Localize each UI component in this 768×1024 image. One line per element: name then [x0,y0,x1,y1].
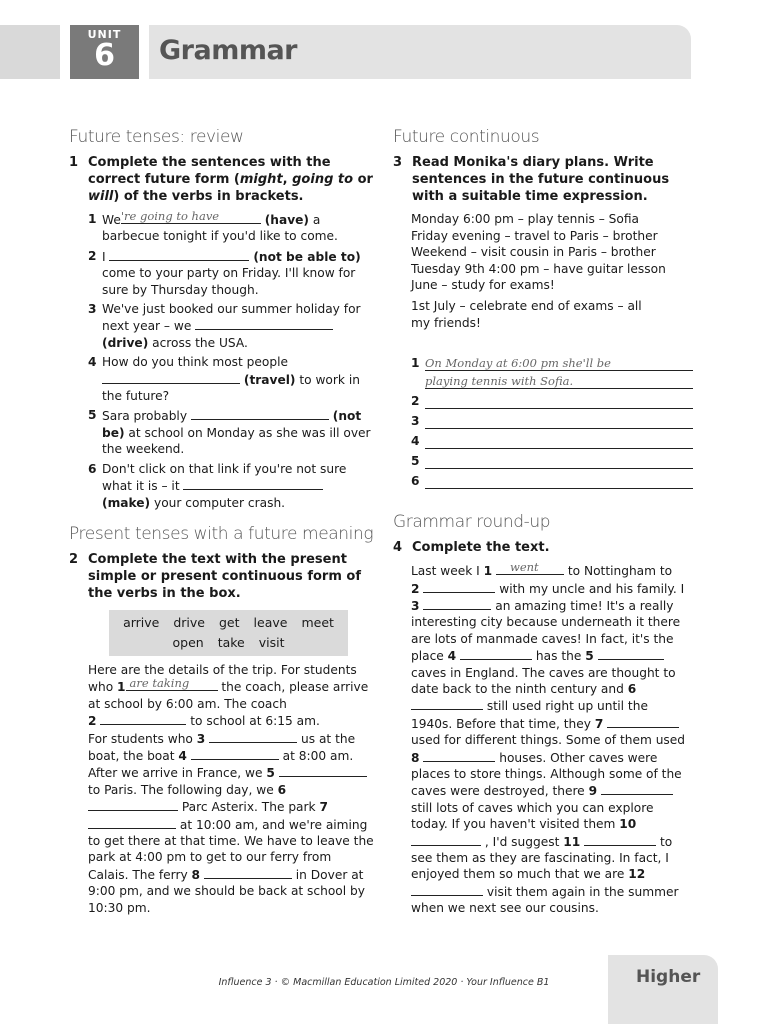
answer-blank[interactable] [120,208,261,224]
handwritten-answer: 're going to have [120,208,220,223]
answer-blank[interactable] [411,697,483,710]
answer-blank[interactable] [598,647,664,660]
section-title-present-tenses: Present tenses with a future meaning [69,523,374,544]
list-item: 1 We 're going to have (have) a barbecue tonight if you'd like to come. [88,208,338,244]
section-title-future-continuous: Future continuous [393,127,540,147]
answer-blank[interactable] [411,833,481,846]
unit-badge [70,25,139,79]
answer-blank[interactable] [496,559,564,575]
handwritten-answer: went [510,559,539,574]
header-bar [149,25,691,79]
exercise-3-instruction: 3 Read Monika's diary plans. Write sentences in the future continuous with a suitable time expression. [393,155,670,204]
word-box: arrive drive get leave meet open take visit [109,610,348,656]
answer-line-5[interactable]: 5 [411,449,693,469]
list-item: 5 Sara probably (not be) at school on Monday as she was ill over the weekend. [88,408,371,457]
answer-line-3[interactable]: 3 [411,409,693,429]
header-tab-left [0,25,60,79]
section-title-grammar-round-up: Grammar round-up [393,512,551,533]
answer-line-1b[interactable] [411,371,693,389]
answer-blank[interactable] [411,883,483,896]
unit-label: UNIT [87,28,122,41]
level-label: Higher [636,967,701,987]
answer-blank[interactable] [279,764,367,777]
answer-blank[interactable] [100,712,186,725]
left-column [69,126,375,916]
answer-blank[interactable] [423,749,495,762]
exercise-2-instruction: 2 Complete the text with the present simple or present continuous form of the verbs in the box. [69,551,361,601]
exercise-1-instruction: 1 Complete the sentences with the correct future form (might, going to or will) of the verbs in brackets. [69,155,373,204]
diary-plans: Monday 6:00 pm – play tennis – Sofia Friday evening – travel to Paris – brother Weekend – visit cousin in Paris – brother Tuesday 9th 4:00 pm – have guitar lesson June – study for exams! 1st July – celebrate end of exams – all my friends! [411,212,666,330]
exercise-1-items [88,208,375,511]
level-tab [608,955,718,1024]
answer-blank[interactable] [126,675,218,691]
answer-line-1[interactable]: 1 On Monday at 6:00 pm she'll be [411,351,693,371]
answer-line-2[interactable]: 2 [411,389,693,409]
answer-blank[interactable] [607,715,679,728]
list-item: 3 We've just booked our summer holiday for next year – we (drive) across the USA. [88,302,361,350]
list-item: 4 How do you think most people (travel) to work in the future? [88,355,360,404]
answer-blank[interactable] [204,866,292,879]
list-item: 6 Don't click on that link if you're not sure what it is – it (make) your computer crash. [88,461,347,510]
answer-line-4[interactable]: 4 [411,429,693,449]
exercise-2-text: Here are the details of the trip. For students who 1 are taking the coach, please arrive at school by 6:00 am. The coach 2 to school at 6:15 am. For students who 3 us at the boat, the boat 4 at 8:00 am. After we arrive in France, we 5 to Paris. The following day, we 6 Parc Asterix. The park 7 at 10:00 am, and we're aiming to get there at that time. We have to leave the park at 4:00 pm to get to our ferry from Calais. The ferry 8 in Dover at 9:00 pm, and we should be back at school by 10:30 pm. [88,662,374,915]
answer-blank[interactable] [209,730,297,743]
page-title: Grammar [159,35,297,66]
unit-number: 6 [94,38,115,73]
answer-line-6[interactable]: 6 [411,469,693,489]
answer-blank[interactable] [423,597,491,610]
right-column [393,126,693,917]
section-title-future-tenses: Future tenses: review [69,127,244,147]
answer-blank[interactable] [88,816,176,829]
answer-blank[interactable] [460,647,532,660]
answer-blank[interactable] [423,580,495,593]
answer-blank[interactable] [191,747,279,760]
list-item: 2 I (not be able to) come to your party on Friday. I'll know for sure by Thursday though. [88,248,361,297]
exercise-4-text: Last week I 1 went to Nottingham to 2 with my uncle and his family. I 3 an amazing time! It's a really interesting city because underneath it there are lots of manmade caves! In fact, it's the place 4 has the 5 caves in England. The caves are thought to date back to the ninth century and 6 still used right up until the 1940s. Before that time, they 7 used for different things. Some of them used 8 houses. Other caves were places to store things. Although some of the caves were destroyed, there 9 still lots of caves which you can explore today. If you haven't visited them 10 , I'd suggest 11 to see them as they are fascinating. In fact, I enjoyed them so much that we are 12 visit them again in the summer when we next see our cousins. [411,559,686,916]
answer-blank[interactable] [195,317,333,330]
footer-credit: Influence 3 · © Macmillan Education Limited 2020 · Your Influence B1 [218,977,550,988]
handwritten-answer: On Monday at 6:00 pm she'll be [425,355,611,370]
answer-blank[interactable] [109,248,249,261]
answer-blank[interactable] [88,798,178,811]
answer-blank[interactable] [191,407,329,420]
handwritten-answer: playing tennis with Sofia. [425,373,574,388]
answer-blank[interactable] [102,371,240,384]
answer-blank[interactable] [584,833,656,846]
answer-blank[interactable] [601,782,673,795]
exercise-4-instruction: 4 Complete the text. [393,540,550,556]
handwritten-answer: are taking [129,675,190,690]
answer-blank[interactable] [183,477,323,490]
